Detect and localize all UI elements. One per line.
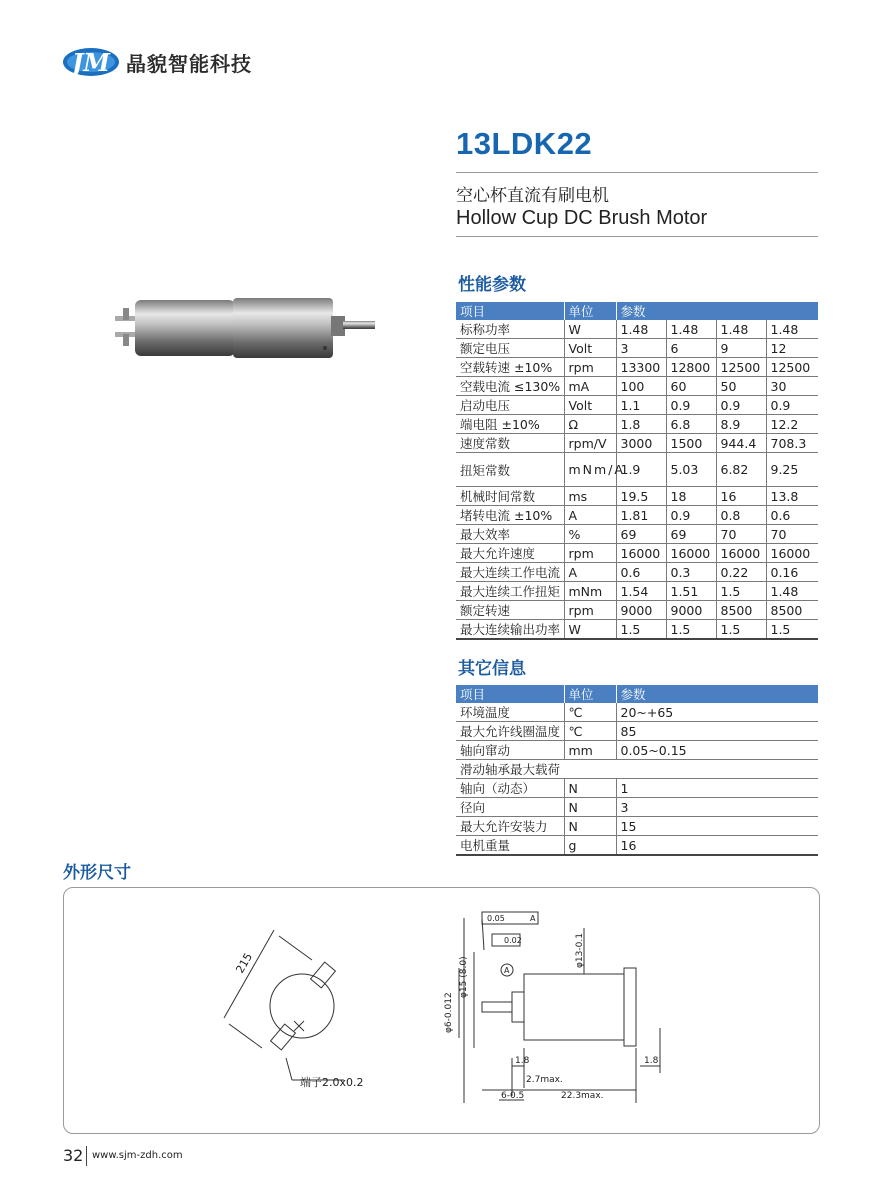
row-value: 9.25	[766, 453, 818, 487]
other-row	[456, 760, 818, 779]
row-unit: Volt	[564, 339, 616, 358]
row-label: 环境温度	[456, 703, 564, 722]
performance-header-row	[456, 302, 818, 320]
performance-row	[456, 320, 818, 339]
dim-6: 6-0.5	[501, 1091, 525, 1101]
datum-label: A	[504, 966, 510, 975]
row-label: 堵转电流 ±10%	[456, 506, 564, 525]
row-group-label: 滑动轴承最大载荷	[456, 760, 818, 779]
svg-text:JM: JM	[72, 48, 110, 77]
row-value: 12	[766, 339, 818, 358]
row-value: 9	[716, 339, 766, 358]
other-row	[456, 703, 818, 722]
row-value: 9000	[666, 601, 716, 620]
row-label: 扭矩常数	[456, 453, 564, 487]
row-value: 1.5	[766, 620, 818, 640]
row-value: 18	[666, 487, 716, 506]
performance-row	[456, 601, 818, 620]
row-value: 3	[616, 339, 666, 358]
tolerance-2: 0.02	[504, 936, 522, 945]
other-heading: 其它信息	[458, 659, 526, 679]
row-value: 16	[616, 836, 818, 856]
row-unit: A	[564, 563, 616, 582]
row-value: 13300	[616, 358, 666, 377]
row-value: 1.48	[716, 320, 766, 339]
dim-2-7: 2.7max.	[526, 1075, 563, 1085]
row-value: 16000	[616, 544, 666, 563]
row-label: 空载转速 ±10%	[456, 358, 564, 377]
col-item: 项目	[456, 302, 564, 320]
row-value: 1.8	[616, 415, 666, 434]
row-value: 1.48	[616, 320, 666, 339]
row-label: 最大允许线圈温度	[456, 722, 564, 741]
row-value: 60	[666, 377, 716, 396]
row-value: 12500	[766, 358, 818, 377]
row-unit: W	[564, 620, 616, 640]
other-row	[456, 741, 818, 760]
logo-mark-icon	[62, 44, 120, 80]
row-value: 0.9	[766, 396, 818, 415]
row-value: 6.82	[716, 453, 766, 487]
dim-22-3: 22.3max.	[561, 1091, 604, 1101]
col-unit: 单位	[564, 685, 616, 703]
dim-215-label: 215	[233, 950, 256, 976]
row-value: 9000	[616, 601, 666, 620]
col-unit: 单位	[564, 302, 616, 320]
performance-row	[456, 544, 818, 563]
row-value: 1.81	[616, 506, 666, 525]
row-unit: ms	[564, 487, 616, 506]
performance-row	[456, 415, 818, 434]
row-value: 16000	[666, 544, 716, 563]
row-label: 最大连续工作电流	[456, 563, 564, 582]
row-value: 69	[616, 525, 666, 544]
row-value: 50	[716, 377, 766, 396]
brand-name: 晶貌智能科技	[126, 51, 252, 76]
row-unit: mNm/A	[564, 453, 616, 487]
row-value: 6.8	[666, 415, 716, 434]
performance-row	[456, 453, 818, 487]
performance-row	[456, 377, 818, 396]
terminal-label: 端子2.0x0.2	[300, 1076, 364, 1089]
row-value: 12.2	[766, 415, 818, 434]
col-params: 参数	[616, 302, 818, 320]
performance-row	[456, 620, 818, 640]
row-label: 最大连续工作扭矩	[456, 582, 564, 601]
row-value: 13.8	[766, 487, 818, 506]
row-value: 0.22	[716, 563, 766, 582]
row-value: 1.5	[666, 620, 716, 640]
performance-row	[456, 396, 818, 415]
performance-table	[456, 302, 818, 640]
other-row	[456, 798, 818, 817]
motor-photo	[113, 286, 383, 370]
row-unit: rpm	[564, 358, 616, 377]
row-value: 6	[666, 339, 716, 358]
row-value: 70	[766, 525, 818, 544]
performance-row	[456, 582, 818, 601]
dim-shaft-dia: φ6-0.012	[444, 992, 454, 1033]
row-unit: N	[564, 779, 616, 798]
row-unit: W	[564, 320, 616, 339]
other-header-row	[456, 685, 818, 703]
row-unit: mm	[564, 741, 616, 760]
row-value: 1.48	[666, 320, 716, 339]
row-unit: g	[564, 836, 616, 856]
row-value: 1.1	[616, 396, 666, 415]
tolerance-1: 0.05	[487, 914, 505, 923]
row-value: 0.9	[666, 506, 716, 525]
row-unit: Volt	[564, 396, 616, 415]
row-value: 12800	[666, 358, 716, 377]
row-unit: rpm	[564, 544, 616, 563]
other-row	[456, 779, 818, 798]
dim-1-8-right: 1.8	[644, 1056, 659, 1066]
row-value: 1	[616, 779, 818, 798]
row-value: 708.3	[766, 434, 818, 453]
row-value: 1.54	[616, 582, 666, 601]
row-value: 1.5	[716, 582, 766, 601]
row-value: 85	[616, 722, 818, 741]
row-value: 16000	[766, 544, 818, 563]
row-value: 8.9	[716, 415, 766, 434]
dimension-drawing-box	[63, 887, 820, 1134]
row-label: 轴向窜动	[456, 741, 564, 760]
row-label: 电机重量	[456, 836, 564, 856]
row-unit: %	[564, 525, 616, 544]
row-value: 1.5	[716, 620, 766, 640]
col-item: 项目	[456, 685, 564, 703]
row-unit: N	[564, 798, 616, 817]
row-value: 0.05~0.15	[616, 741, 818, 760]
dim-body-dia: φ13-0.1	[575, 933, 585, 968]
other-row	[456, 817, 818, 836]
row-value: 1.48	[766, 320, 818, 339]
row-value: 0.9	[716, 396, 766, 415]
subtitle-en: Hollow Cup DC Brush Motor	[456, 207, 708, 229]
row-value: 0.3	[666, 563, 716, 582]
row-value: 944.4	[716, 434, 766, 453]
other-table	[456, 685, 818, 856]
dimensions-heading: 外形尺寸	[63, 863, 131, 883]
row-value: 0.16	[766, 563, 818, 582]
row-value: 5.03	[666, 453, 716, 487]
page-number: 32	[63, 1146, 84, 1165]
row-value: 16	[716, 487, 766, 506]
row-value: 0.9	[666, 396, 716, 415]
row-value: 20~+65	[616, 703, 818, 722]
row-value: 30	[766, 377, 818, 396]
footer-divider	[86, 1146, 87, 1166]
row-label: 轴向（动态）	[456, 779, 564, 798]
row-value: 100	[616, 377, 666, 396]
row-label: 最大连续输出功率	[456, 620, 564, 640]
row-unit: rpm/V	[564, 434, 616, 453]
performance-row	[456, 358, 818, 377]
title-divider	[456, 172, 818, 173]
row-unit: mNm	[564, 582, 616, 601]
row-value: 1.9	[616, 453, 666, 487]
row-unit: Ω	[564, 415, 616, 434]
row-label: 空载电流 ≤130%	[456, 377, 564, 396]
row-unit: mA	[564, 377, 616, 396]
row-value: 3	[616, 798, 818, 817]
row-value: 3000	[616, 434, 666, 453]
brand-logo	[62, 44, 252, 80]
row-label: 标称功率	[456, 320, 564, 339]
other-row	[456, 722, 818, 741]
row-value: 16000	[716, 544, 766, 563]
other-row	[456, 836, 818, 856]
row-value: 1.5	[616, 620, 666, 640]
model-title: 13LDK22	[456, 126, 593, 161]
row-label: 径向	[456, 798, 564, 817]
dim-flange-dia: φ15 (8.0)	[459, 956, 469, 998]
row-value: 0.8	[716, 506, 766, 525]
tolerance-1-ref: A	[530, 914, 536, 923]
row-label: 机械时间常数	[456, 487, 564, 506]
row-value: 1.51	[666, 582, 716, 601]
performance-row	[456, 339, 818, 358]
website-url: www.sjm-zdh.com	[92, 1150, 183, 1161]
row-value: 70	[716, 525, 766, 544]
row-label: 额定电压	[456, 339, 564, 358]
row-value: 69	[666, 525, 716, 544]
row-label: 最大效率	[456, 525, 564, 544]
row-unit: rpm	[564, 601, 616, 620]
row-label: 最大允许安装力	[456, 817, 564, 836]
subtitle-divider	[456, 236, 818, 237]
row-value: 8500	[766, 601, 818, 620]
performance-row	[456, 506, 818, 525]
row-value: 0.6	[616, 563, 666, 582]
row-value: 12500	[716, 358, 766, 377]
row-unit: ℃	[564, 703, 616, 722]
performance-row	[456, 434, 818, 453]
performance-row	[456, 487, 818, 506]
row-unit: A	[564, 506, 616, 525]
col-params: 参数	[616, 685, 818, 703]
performance-row	[456, 525, 818, 544]
row-label: 端电阻 ±10%	[456, 415, 564, 434]
performance-row	[456, 563, 818, 582]
row-label: 速度常数	[456, 434, 564, 453]
row-unit: ℃	[564, 722, 616, 741]
subtitle-cn: 空心杯直流有刷电机	[456, 186, 609, 206]
row-label: 启动电压	[456, 396, 564, 415]
row-value: 15	[616, 817, 818, 836]
performance-heading: 性能参数	[458, 275, 526, 295]
row-value: 1.48	[766, 582, 818, 601]
row-value: 1500	[666, 434, 716, 453]
row-label: 最大允许速度	[456, 544, 564, 563]
row-value: 8500	[716, 601, 766, 620]
row-unit: N	[564, 817, 616, 836]
row-value: 19.5	[616, 487, 666, 506]
row-value: 0.6	[766, 506, 818, 525]
dimension-drawing	[64, 888, 819, 1133]
row-label: 额定转速	[456, 601, 564, 620]
dim-1-8-left: 1.8	[515, 1056, 530, 1066]
